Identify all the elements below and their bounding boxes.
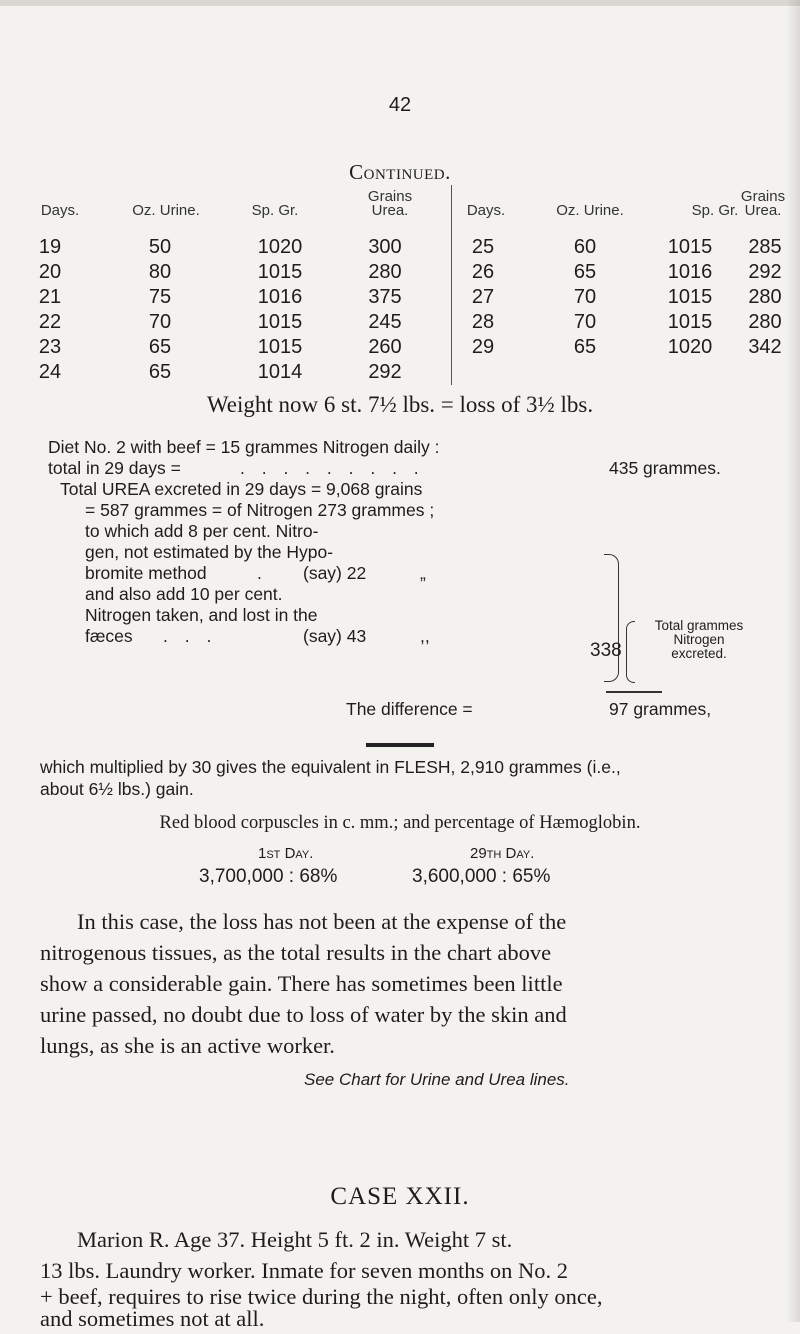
- diet-line-1: Diet No. 2 with beef = 15 grammes Nitrogen daily :: [48, 437, 440, 457]
- diet-line-10-text: fæces: [85, 626, 133, 646]
- paragraph-line: In this case, the loss has not been at the expense of the: [77, 909, 567, 934]
- diet-line-7-dot: .: [257, 563, 262, 583]
- diet-leader-dots: . . . . . . . . .: [240, 458, 425, 478]
- cell-day: 20: [38, 261, 62, 283]
- diet-line-7-text: bromite method: [85, 563, 207, 583]
- page-top-edge: [0, 0, 800, 6]
- brace-note-line: excreted.: [671, 646, 727, 661]
- case-text-line: and sometimes not at all.: [40, 1306, 265, 1331]
- diet-line-10-value: (say) 43: [303, 626, 367, 646]
- cell-day: 21: [38, 286, 62, 308]
- table-header-oz-urine: Oz. Urine.: [132, 202, 200, 219]
- difference-value: 97 grammes,: [609, 699, 712, 719]
- table-header-grains-urea: Grains Urea.: [367, 188, 413, 219]
- diet-line-4: = 587 grammes = of Nitrogen 273 grammes ;: [85, 500, 435, 520]
- cell-sp-gr: 1015: [667, 236, 713, 258]
- cell-grains-urea: 280: [368, 261, 402, 283]
- weight-line: Weight now 6 st. 7½ lbs. = loss of 3½ lbs.: [206, 392, 594, 417]
- table-header-sp-gr: Sp. Gr.: [691, 202, 739, 219]
- cell-sp-gr: 1015: [257, 261, 303, 283]
- case-title: CASE XXII.: [330, 1183, 470, 1210]
- table-header-oz-urine: Oz. Urine.: [556, 202, 624, 219]
- diet-line-7-ditto: „: [420, 563, 426, 583]
- table-header-grains-urea: Grains Urea.: [740, 188, 786, 219]
- day29-value: 3,600,000 : 65%: [412, 866, 551, 887]
- cell-oz-urine: 70: [573, 311, 597, 333]
- left-brace: [626, 621, 635, 683]
- cell-sp-gr: 1015: [667, 286, 713, 308]
- cell-sp-gr: 1020: [257, 236, 303, 258]
- flesh-line-2: about 6½ lbs.) gain.: [40, 779, 194, 799]
- cell-grains-urea: 375: [368, 286, 402, 308]
- cell-oz-urine: 60: [573, 236, 597, 258]
- brace-total-value: 338: [590, 640, 622, 661]
- continued-heading: Continued.: [349, 160, 451, 184]
- diet-line-10-ditto: ,,: [420, 626, 430, 646]
- cell-day: 22: [38, 311, 62, 333]
- right-brace: [604, 554, 619, 682]
- brace-note-line: Nitrogen: [673, 632, 725, 647]
- diet-line-9: Nitrogen taken, and lost in the: [85, 605, 318, 625]
- brace-note-line: Total grammes: [654, 618, 744, 633]
- table-header-days: Days.: [466, 202, 506, 219]
- cell-oz-urine: 50: [148, 236, 172, 258]
- cell-sp-gr: 1016: [257, 286, 303, 308]
- cell-grains-urea: 300: [368, 236, 402, 258]
- cell-oz-urine: 75: [148, 286, 172, 308]
- sum-rule: [606, 691, 662, 693]
- cell-day: 24: [38, 361, 62, 383]
- table-header-sp-gr: Sp. Gr.: [251, 202, 299, 219]
- cell-grains-urea: 280: [748, 286, 782, 308]
- table-header-days: Days.: [40, 202, 80, 219]
- cell-grains-urea: 260: [368, 336, 402, 358]
- cell-day: 29: [471, 336, 495, 358]
- cell-oz-urine: 70: [148, 311, 172, 333]
- see-chart-note: See Chart for Urine and Urea lines.: [304, 1070, 570, 1089]
- diet-line-5: to which add 8 per cent. Nitro-: [85, 521, 319, 541]
- blood-heading: Red blood corpuscles in c. mm.; and percentage of Hæmoglobin.: [159, 813, 641, 833]
- cell-oz-urine: 65: [148, 361, 172, 383]
- day1-value: 3,700,000 : 68%: [199, 866, 338, 887]
- difference-label: The difference =: [346, 699, 473, 719]
- cell-grains-urea: 245: [368, 311, 402, 333]
- cell-grains-urea: 285: [748, 236, 782, 258]
- flesh-line-1: which multiplied by 30 gives the equivalent in FLESH, 2,910 grammes (i.e.,: [40, 757, 621, 777]
- cell-sp-gr: 1015: [667, 311, 713, 333]
- cell-day: 19: [38, 236, 62, 258]
- urine-urea-table: [0, 188, 800, 383]
- cell-oz-urine: 80: [148, 261, 172, 283]
- diet-total-nitrogen: 435 grammes.: [609, 458, 721, 478]
- cell-sp-gr: 1016: [667, 261, 713, 283]
- case-text-line: Marion R. Age 37. Height 5 ft. 2 in. Weight 7 st.: [77, 1227, 513, 1252]
- diet-line-3: Total UREA excreted in 29 days = 9,068 grains: [60, 479, 423, 499]
- paragraph-line: lungs, as she is an active worker.: [40, 1033, 335, 1058]
- cell-sp-gr: 1014: [257, 361, 303, 383]
- table-column-divider: [451, 185, 452, 385]
- paragraph-line: show a considerable gain. There has sometimes been little: [40, 971, 563, 996]
- brace-note: [644, 619, 754, 661]
- diet-line-6: gen, not estimated by the Hypo-: [85, 542, 334, 562]
- cell-sp-gr: 1020: [667, 336, 713, 358]
- cell-grains-urea: 292: [748, 261, 782, 283]
- cell-day: 27: [471, 286, 495, 308]
- cell-oz-urine: 65: [573, 261, 597, 283]
- cell-day: 28: [471, 311, 495, 333]
- cell-day: 25: [471, 236, 495, 258]
- cell-oz-urine: 65: [573, 336, 597, 358]
- cell-grains-urea: 342: [748, 336, 782, 358]
- cell-grains-urea: 292: [368, 361, 402, 383]
- case-text-line: 13 lbs. Laundry worker. Inmate for seven months on No. 2: [40, 1258, 569, 1283]
- cell-oz-urine: 70: [573, 286, 597, 308]
- paragraph-line: nitrogenous tissues, as the total results in the chart above: [40, 940, 552, 965]
- cell-grains-urea: 280: [748, 311, 782, 333]
- thick-rule: [366, 743, 434, 747]
- day1-label: 1st Day.: [258, 845, 314, 862]
- diet-line-7-value: (say) 22: [303, 563, 367, 583]
- cell-oz-urine: 65: [148, 336, 172, 358]
- cell-sp-gr: 1015: [257, 336, 303, 358]
- case-text-line: + beef, requires to rise twice during the night, often only once,: [40, 1284, 603, 1309]
- page-number: 42: [388, 94, 412, 116]
- cell-sp-gr: 1015: [257, 311, 303, 333]
- diet-line-2: total in 29 days =: [48, 458, 181, 478]
- cell-day: 23: [38, 336, 62, 358]
- cell-day: 26: [471, 261, 495, 283]
- diet-line-10-dots: . . .: [163, 626, 218, 646]
- day29-label: 29th Day.: [470, 845, 535, 862]
- paragraph-line: urine passed, no doubt due to loss of water by the skin and: [40, 1002, 567, 1027]
- diet-line-8: and also add 10 per cent.: [85, 584, 283, 604]
